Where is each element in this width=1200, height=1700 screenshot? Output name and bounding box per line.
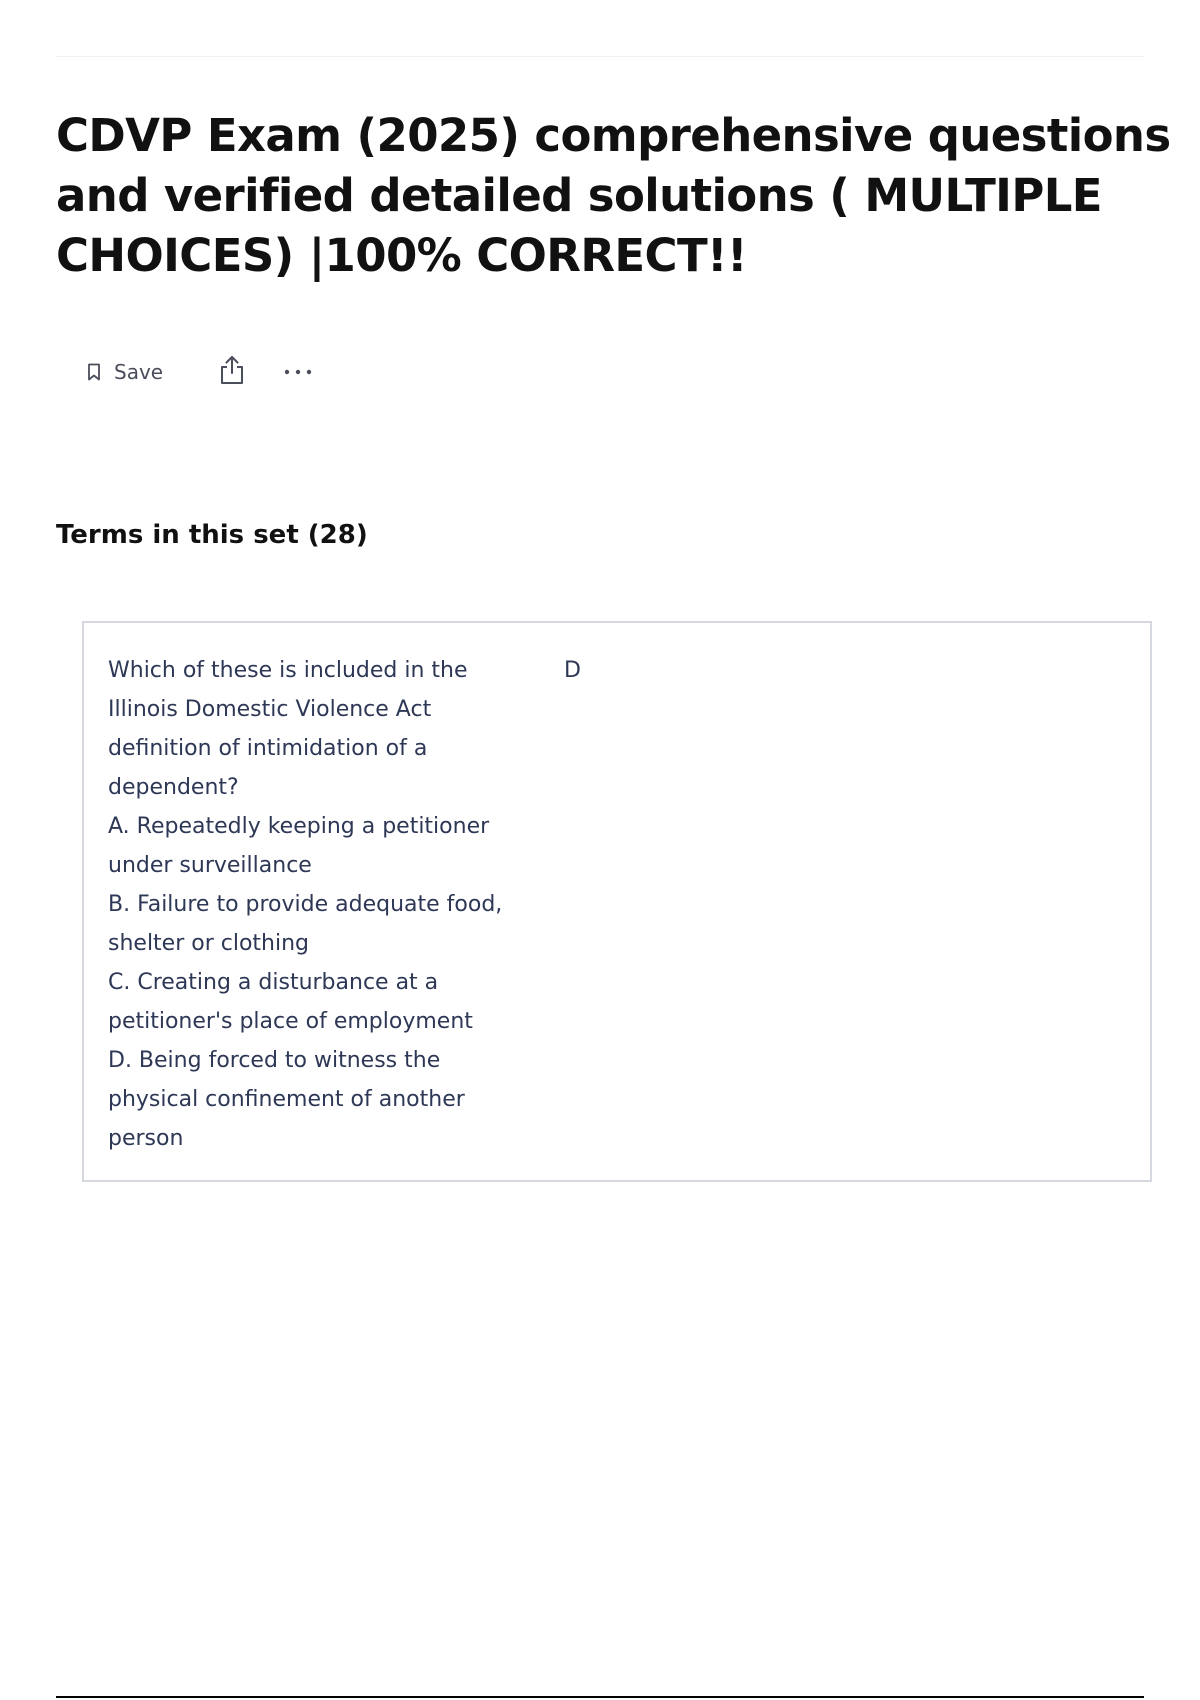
set-toolbar xyxy=(84,354,315,390)
question-stem: Which of these is included in the Illinois Domestic Violence Act definition of intimidation of a dependent? xyxy=(108,658,468,800)
term-answer: D xyxy=(564,658,581,683)
more-horizontal-icon xyxy=(283,363,313,381)
option-d: D. Being forced to witness the physical confinement of another person xyxy=(108,1048,465,1151)
option-a: A. Repeatedly keeping a petitioner under surveillance xyxy=(108,814,490,878)
term-question xyxy=(108,651,528,1158)
bookmark-icon xyxy=(84,361,104,383)
save-button[interactable] xyxy=(84,360,163,384)
terms-heading: Terms in this set (28) xyxy=(56,520,368,550)
save-label: Save xyxy=(114,360,164,384)
share-icon xyxy=(218,354,246,391)
option-c: C. Creating a disturbance at a petitioner's place of employment xyxy=(108,970,473,1034)
share-button[interactable] xyxy=(217,355,247,389)
bottom-divider xyxy=(56,1696,1144,1698)
page-title: CDVP Exam (2025) comprehensive questions and verified detailed solutions ( MULTIPLE CHOICES) |100% CORRECT!! xyxy=(56,109,1171,282)
more-options-button[interactable] xyxy=(281,355,315,389)
term-card xyxy=(82,621,1152,1182)
top-divider xyxy=(56,56,1144,57)
option-b: B. Failure to provide adequate food, shelter or clothing xyxy=(108,892,503,956)
